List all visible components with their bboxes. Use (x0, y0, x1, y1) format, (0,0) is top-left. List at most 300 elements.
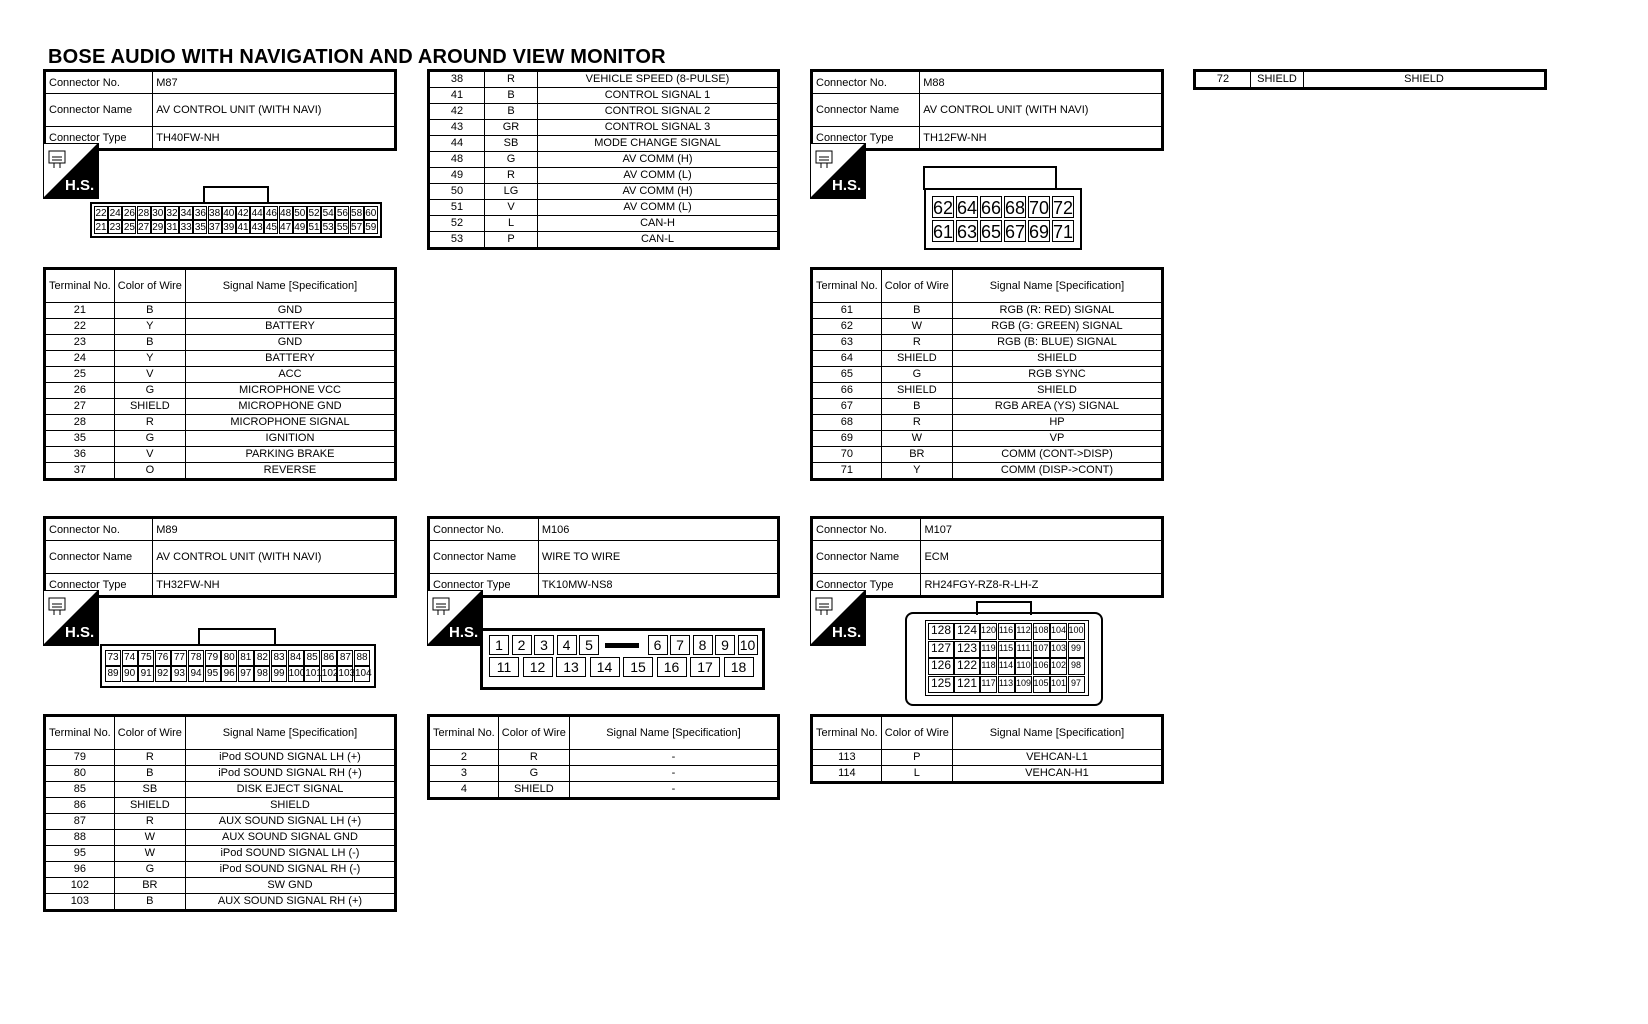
wire-color-cell: B (114, 303, 185, 319)
signal-name-cell: COMM (DISP->CONT) (952, 463, 1162, 480)
signal-name-cell: SHIELD (952, 383, 1162, 399)
terminal-no-cell: 63 (812, 335, 882, 351)
connector-pin: 80 (221, 650, 237, 666)
connector-pin: 69 (1029, 222, 1050, 242)
connector-pin: 107 (1033, 641, 1050, 658)
table-row (45, 814, 396, 830)
connector-pin: 46 (265, 208, 277, 219)
connector-pin: 103 (1050, 641, 1067, 658)
m87-connector-face (90, 202, 382, 238)
connector-pin: 99 (271, 666, 287, 682)
terminal-no-cell: 66 (812, 383, 882, 399)
terminal-no-cell: 96 (45, 862, 115, 878)
connector-pin: 37 (209, 222, 221, 233)
connector-no-label: Connector No. (812, 518, 921, 541)
table-row (45, 862, 396, 878)
table-row (429, 168, 779, 184)
connector-pin: 31 (166, 222, 178, 233)
table-row (429, 200, 779, 216)
connector-pin: 49 (294, 222, 306, 233)
connector-pin: 92 (155, 666, 171, 682)
m88-connector-type: TH12FW-NH (920, 127, 1163, 150)
connector-pin: 104 (1050, 623, 1067, 640)
wire-color-cell: B (114, 335, 185, 351)
terminal-no-cell: 103 (45, 894, 115, 911)
m106-signal-table (427, 714, 780, 800)
connector-pin: 43 (251, 222, 263, 233)
wire-color-cell: W (881, 431, 952, 447)
table-row (45, 415, 396, 431)
terminal-no-cell: 80 (45, 766, 115, 782)
connector-pin: 51 (308, 222, 320, 233)
table-row (429, 766, 779, 782)
wire-color-cell: W (114, 830, 185, 846)
connector-pin: 14 (590, 657, 620, 677)
signal-name-cell: HP (952, 415, 1162, 431)
connector-pin: 113 (998, 676, 1015, 693)
connector-pin: 12 (523, 657, 553, 677)
m107-connector-type: RH24FGY-RZ8-R-LH-Z (921, 574, 1163, 597)
m107-connector-face (925, 620, 1089, 696)
connector-pin: 101 (304, 666, 320, 682)
connector-pin: 39 (223, 222, 235, 233)
table-row (429, 120, 779, 136)
connector-pin: 76 (155, 650, 171, 666)
m87-connector-no: M87 (153, 71, 396, 94)
connector-key-bar (605, 643, 639, 648)
wire-color-cell: B (881, 399, 952, 415)
wire-color-cell: G (881, 367, 952, 383)
wire-color-cell: R (114, 415, 185, 431)
table-row (45, 463, 396, 480)
connector-type-label: Connector Type (812, 127, 920, 150)
signal-name-cell: GND (185, 303, 395, 319)
connector-pin: 64 (957, 198, 978, 218)
terminal-no-cell: 53 (429, 232, 485, 249)
connector-pin: 98 (1068, 658, 1085, 675)
connector-pin: 82 (254, 650, 270, 666)
connector-pin: 89 (105, 666, 121, 682)
signal-name-cell: iPod SOUND SIGNAL RH (+) (185, 766, 395, 782)
hs-label: H.S. (832, 177, 862, 194)
hs-label: H.S. (65, 177, 95, 194)
terminal-no-cell: 50 (429, 184, 485, 200)
signal-name-cell: COMM (CONT->DISP) (952, 447, 1162, 463)
connector-pin: 60 (365, 208, 377, 219)
connector-pin: 108 (1033, 623, 1050, 640)
connector-pin: 30 (152, 208, 164, 219)
m106-hs-icon (427, 590, 483, 646)
connector-pin: 53 (322, 222, 334, 233)
connector-pin: 40 (223, 208, 235, 219)
connector-name-label: Connector Name (45, 94, 153, 127)
signal-name-cell: AUX SOUND SIGNAL LH (+) (185, 814, 395, 830)
terminal-no-cell: 68 (812, 415, 882, 431)
connector-pin: 93 (171, 666, 187, 682)
terminal-no-cell: 85 (45, 782, 115, 798)
table-row (429, 216, 779, 232)
wire-color-cell: B (114, 766, 185, 782)
connector-pin: 109 (1015, 676, 1032, 693)
connector-pin: 62 (933, 198, 954, 218)
connector-pin: 13 (556, 657, 586, 677)
connector-pin: 126 (928, 658, 954, 675)
signal-name-cell: RGB (R: RED) SIGNAL (952, 303, 1162, 319)
connector-pin: 121 (954, 676, 980, 693)
table-row (429, 750, 779, 766)
connector-pin: 102 (1050, 658, 1067, 675)
connector-pin: 44 (251, 208, 263, 219)
connector-pin: 29 (152, 222, 164, 233)
connector-pin: 103 (337, 666, 353, 682)
connector-pin: 87 (337, 650, 353, 666)
connector-pin: 79 (205, 650, 221, 666)
table-row (45, 782, 396, 798)
terminal-no-cell: 44 (429, 136, 485, 152)
connector-pin: 70 (1029, 198, 1050, 218)
table-row (45, 303, 396, 319)
terminal-no-cell: 28 (45, 415, 115, 431)
connector-pin: 116 (998, 623, 1015, 640)
table-row (812, 463, 1163, 480)
m88-connector-no: M88 (920, 71, 1163, 94)
m88-hs-icon (810, 143, 866, 199)
connector-pin: 58 (351, 208, 363, 219)
connector-pin: 32 (166, 208, 178, 219)
wire-color-cell: L (485, 216, 538, 232)
connector-pin: 35 (194, 222, 206, 233)
m106-connector-type: TK10MW-NS8 (538, 574, 778, 597)
table-row (429, 782, 779, 799)
color-of-wire-header: Color of Wire (114, 716, 185, 750)
signal-name-cell: - (569, 766, 778, 782)
table-row (429, 88, 779, 104)
wire-color-cell: R (881, 335, 952, 351)
connector-pin: 10 (738, 635, 758, 655)
signal-name-cell: IGNITION (185, 431, 395, 447)
wire-color-cell: B (881, 303, 952, 319)
connector-pin: 97 (238, 666, 254, 682)
wire-color-cell: SB (485, 136, 538, 152)
terminal-no-header: Terminal No. (812, 269, 882, 303)
wire-color-cell: O (114, 463, 185, 480)
connector-pin: 66 (981, 198, 1002, 218)
connector-pin: 95 (205, 666, 221, 682)
signal-name-cell: - (569, 782, 778, 799)
connector-pin: 78 (188, 650, 204, 666)
signal-name-cell: SW GND (185, 878, 395, 894)
m89-connector-header (43, 516, 397, 598)
wire-color-cell: SB (114, 782, 185, 798)
wire-color-cell: SHIELD (1251, 71, 1304, 89)
wire-color-cell: LG (485, 184, 538, 200)
connector-pin: 124 (954, 623, 980, 640)
signal-name-cell: REVERSE (185, 463, 395, 480)
table-row (45, 319, 396, 335)
wire-color-cell: SHIELD (881, 351, 952, 367)
m107-signal-table (810, 714, 1164, 784)
connector-pin: 72 (1053, 198, 1074, 218)
m89-connector-type: TH32FW-NH (153, 574, 396, 597)
signal-name-cell: CAN-L (538, 232, 779, 249)
connector-pin: 1 (489, 635, 509, 655)
terminal-no-cell: 52 (429, 216, 485, 232)
connector-pin: 59 (365, 222, 377, 233)
wire-color-cell: G (114, 862, 185, 878)
connector-pin: 81 (238, 650, 254, 666)
m87-signal-table (43, 267, 397, 481)
table-row (45, 431, 396, 447)
table-row (812, 367, 1163, 383)
signal-name-cell: VEHCAN-L1 (952, 750, 1162, 766)
connector-pin: 99 (1068, 641, 1085, 658)
terminal-no-cell: 61 (812, 303, 882, 319)
connector-pin: 15 (623, 657, 653, 677)
connector-pin: 11 (489, 657, 519, 677)
connector-pin: 26 (123, 208, 135, 219)
table-row (429, 232, 779, 249)
table-row (812, 750, 1163, 766)
connector-pin: 86 (321, 650, 337, 666)
wire-color-cell: B (114, 894, 185, 911)
m106-connector-name: WIRE TO WIRE (538, 541, 778, 574)
wire-color-cell: G (114, 383, 185, 399)
wire-color-cell: G (114, 431, 185, 447)
signal-name-header: Signal Name [Specification] (569, 716, 778, 750)
m89-connector-no: M89 (153, 518, 396, 541)
color-of-wire-header: Color of Wire (114, 269, 185, 303)
m106-connector-header (427, 516, 780, 598)
connector-pin: 94 (188, 666, 204, 682)
connector-pin: 98 (254, 666, 270, 682)
connector-type-label: Connector Type (45, 574, 153, 597)
connector-pin: 106 (1033, 658, 1050, 675)
m88-connector-latch (923, 166, 1057, 190)
terminal-no-cell: 22 (45, 319, 115, 335)
signal-name-cell: SHIELD (1304, 71, 1546, 89)
signal-name-cell: MODE CHANGE SIGNAL (538, 136, 779, 152)
signal-name-cell: CONTROL SIGNAL 2 (538, 104, 779, 120)
wire-color-cell: BR (114, 878, 185, 894)
table-row (812, 319, 1163, 335)
color-of-wire-header: Color of Wire (881, 716, 952, 750)
connector-pin: 23 (109, 222, 121, 233)
m88-connector-header (810, 69, 1164, 151)
connector-name-label: Connector Name (812, 94, 920, 127)
signal-name-cell: BATTERY (185, 319, 395, 335)
wire-color-cell: R (485, 71, 538, 88)
connector-pin: 25 (123, 222, 135, 233)
connector-name-label: Connector Name (45, 541, 153, 574)
terminal-no-cell: 88 (45, 830, 115, 846)
table-row (45, 399, 396, 415)
wire-color-cell: SHIELD (114, 399, 185, 415)
connector-no-label: Connector No. (45, 518, 153, 541)
connector-pin: 85 (304, 650, 320, 666)
table-row (812, 351, 1163, 367)
m87-continuation-table (427, 69, 780, 250)
connector-pin: 22 (95, 208, 107, 219)
signal-name-header: Signal Name [Specification] (185, 269, 395, 303)
connector-pin: 96 (221, 666, 237, 682)
signal-name-cell: VEHICLE SPEED (8-PULSE) (538, 71, 779, 88)
terminal-no-cell: 95 (45, 846, 115, 862)
connector-pin: 54 (322, 208, 334, 219)
m87-connector-latch (203, 186, 269, 204)
connector-pin: 28 (138, 208, 150, 219)
terminal-no-cell: 51 (429, 200, 485, 216)
m87-connector-header (43, 69, 397, 151)
signal-name-cell: RGB (G: GREEN) SIGNAL (952, 319, 1162, 335)
connector-pin: 36 (194, 208, 206, 219)
table-row (812, 303, 1163, 319)
color-of-wire-header: Color of Wire (881, 269, 952, 303)
connector-pin: 83 (271, 650, 287, 666)
connector-pin: 90 (122, 666, 138, 682)
connector-pin: 91 (138, 666, 154, 682)
connector-pin: 77 (171, 650, 187, 666)
wire-color-cell: BR (881, 447, 952, 463)
connector-pin: 122 (954, 658, 980, 675)
connector-pin: 16 (657, 657, 687, 677)
table-row (45, 351, 396, 367)
connector-pin: 9 (715, 635, 735, 655)
wire-color-cell: SHIELD (498, 782, 569, 799)
connector-pin: 57 (351, 222, 363, 233)
wire-color-cell: L (881, 766, 952, 783)
m88-connector-face (924, 188, 1082, 250)
signal-name-header: Signal Name [Specification] (952, 716, 1162, 750)
wire-color-cell: W (114, 846, 185, 862)
connector-pin: 104 (354, 666, 370, 682)
connector-pin: 102 (321, 666, 337, 682)
connector-no-label: Connector No. (429, 518, 539, 541)
signal-name-cell: BATTERY (185, 351, 395, 367)
terminal-no-cell: 37 (45, 463, 115, 480)
signal-name-cell: AUX SOUND SIGNAL GND (185, 830, 395, 846)
table-row (429, 152, 779, 168)
signal-name-cell: RGB AREA (YS) SIGNAL (952, 399, 1162, 415)
connector-pin: 74 (122, 650, 138, 666)
m88-connector-name: AV CONTROL UNIT (WITH NAVI) (920, 94, 1163, 127)
terminal-no-cell: 64 (812, 351, 882, 367)
connector-pin: 21 (95, 222, 107, 233)
connector-pin: 38 (209, 208, 221, 219)
m89-hs-icon (43, 590, 99, 646)
terminal-no-cell: 87 (45, 814, 115, 830)
signal-name-cell: DISK EJECT SIGNAL (185, 782, 395, 798)
connector-pin: 41 (237, 222, 249, 233)
connector-pin: 125 (928, 676, 954, 693)
wire-color-cell: P (881, 750, 952, 766)
connector-pin: 100 (1068, 623, 1085, 640)
wire-color-cell: R (498, 750, 569, 766)
connector-pin: 45 (265, 222, 277, 233)
table-row (429, 136, 779, 152)
signal-name-cell: RGB (B: BLUE) SIGNAL (952, 335, 1162, 351)
connector-pin: 117 (980, 676, 997, 693)
wire-color-cell: V (114, 447, 185, 463)
table-row (1195, 71, 1546, 89)
table-row (812, 447, 1163, 463)
connector-pin: 73 (105, 650, 121, 666)
terminal-no-cell: 70 (812, 447, 882, 463)
connector-pin: 119 (980, 641, 997, 658)
terminal-no-cell: 67 (812, 399, 882, 415)
wire-color-cell: W (881, 319, 952, 335)
terminal-no-cell: 25 (45, 367, 115, 383)
signal-name-cell: GND (185, 335, 395, 351)
terminal-no-cell: 42 (429, 104, 485, 120)
table-row (45, 766, 396, 782)
connector-pin: 34 (180, 208, 192, 219)
m89-connector-face (100, 644, 376, 688)
table-row (812, 431, 1163, 447)
terminal-no-cell: 38 (429, 71, 485, 88)
table-row (812, 399, 1163, 415)
wire-color-cell: V (485, 200, 538, 216)
signal-name-cell: iPod SOUND SIGNAL LH (+) (185, 750, 395, 766)
connector-pin: 100 (288, 666, 304, 682)
connector-pin: 55 (336, 222, 348, 233)
signal-name-cell: AV COMM (L) (538, 168, 779, 184)
m88-signal-table (810, 267, 1164, 481)
terminal-no-cell: 23 (45, 335, 115, 351)
wire-color-cell: V (114, 367, 185, 383)
connector-pin: 114 (998, 658, 1015, 675)
connector-pin: 8 (693, 635, 713, 655)
connector-pin: 6 (648, 635, 668, 655)
terminal-no-cell: 24 (45, 351, 115, 367)
terminal-no-cell: 2 (429, 750, 499, 766)
table-row (429, 184, 779, 200)
connector-pin: 97 (1068, 676, 1085, 693)
connector-pin: 4 (557, 635, 577, 655)
terminal-no-cell: 26 (45, 383, 115, 399)
wire-color-cell: B (485, 104, 538, 120)
signal-name-cell: AUX SOUND SIGNAL RH (+) (185, 894, 395, 911)
m87-connector-type: TH40FW-NH (153, 127, 396, 150)
connector-pin: 33 (180, 222, 192, 233)
table-row (45, 447, 396, 463)
table-row (45, 846, 396, 862)
signal-name-cell: VP (952, 431, 1162, 447)
wire-color-cell: SHIELD (881, 383, 952, 399)
connector-pin: 128 (928, 623, 954, 640)
connector-pin: 127 (928, 641, 954, 658)
connector-pin: 84 (288, 650, 304, 666)
wire-color-cell: R (881, 415, 952, 431)
terminal-no-cell: 62 (812, 319, 882, 335)
connector-pin: 112 (1015, 623, 1032, 640)
connector-type-label: Connector Type (429, 574, 539, 597)
terminal-no-cell: 35 (45, 431, 115, 447)
connector-pin: 3 (534, 635, 554, 655)
m87-connector-name: AV CONTROL UNIT (WITH NAVI) (153, 94, 396, 127)
signal-name-cell: SHIELD (185, 798, 395, 814)
terminal-no-cell: 102 (45, 878, 115, 894)
wire-color-cell: SHIELD (114, 798, 185, 814)
m89-connector-name: AV CONTROL UNIT (WITH NAVI) (153, 541, 396, 574)
connector-pin: 65 (981, 222, 1002, 242)
table-row (45, 894, 396, 911)
connector-pin: 42 (237, 208, 249, 219)
table-row (812, 335, 1163, 351)
connector-pin: 17 (690, 657, 720, 677)
connector-pin: 88 (354, 650, 370, 666)
connector-pin: 56 (336, 208, 348, 219)
table-row (812, 415, 1163, 431)
